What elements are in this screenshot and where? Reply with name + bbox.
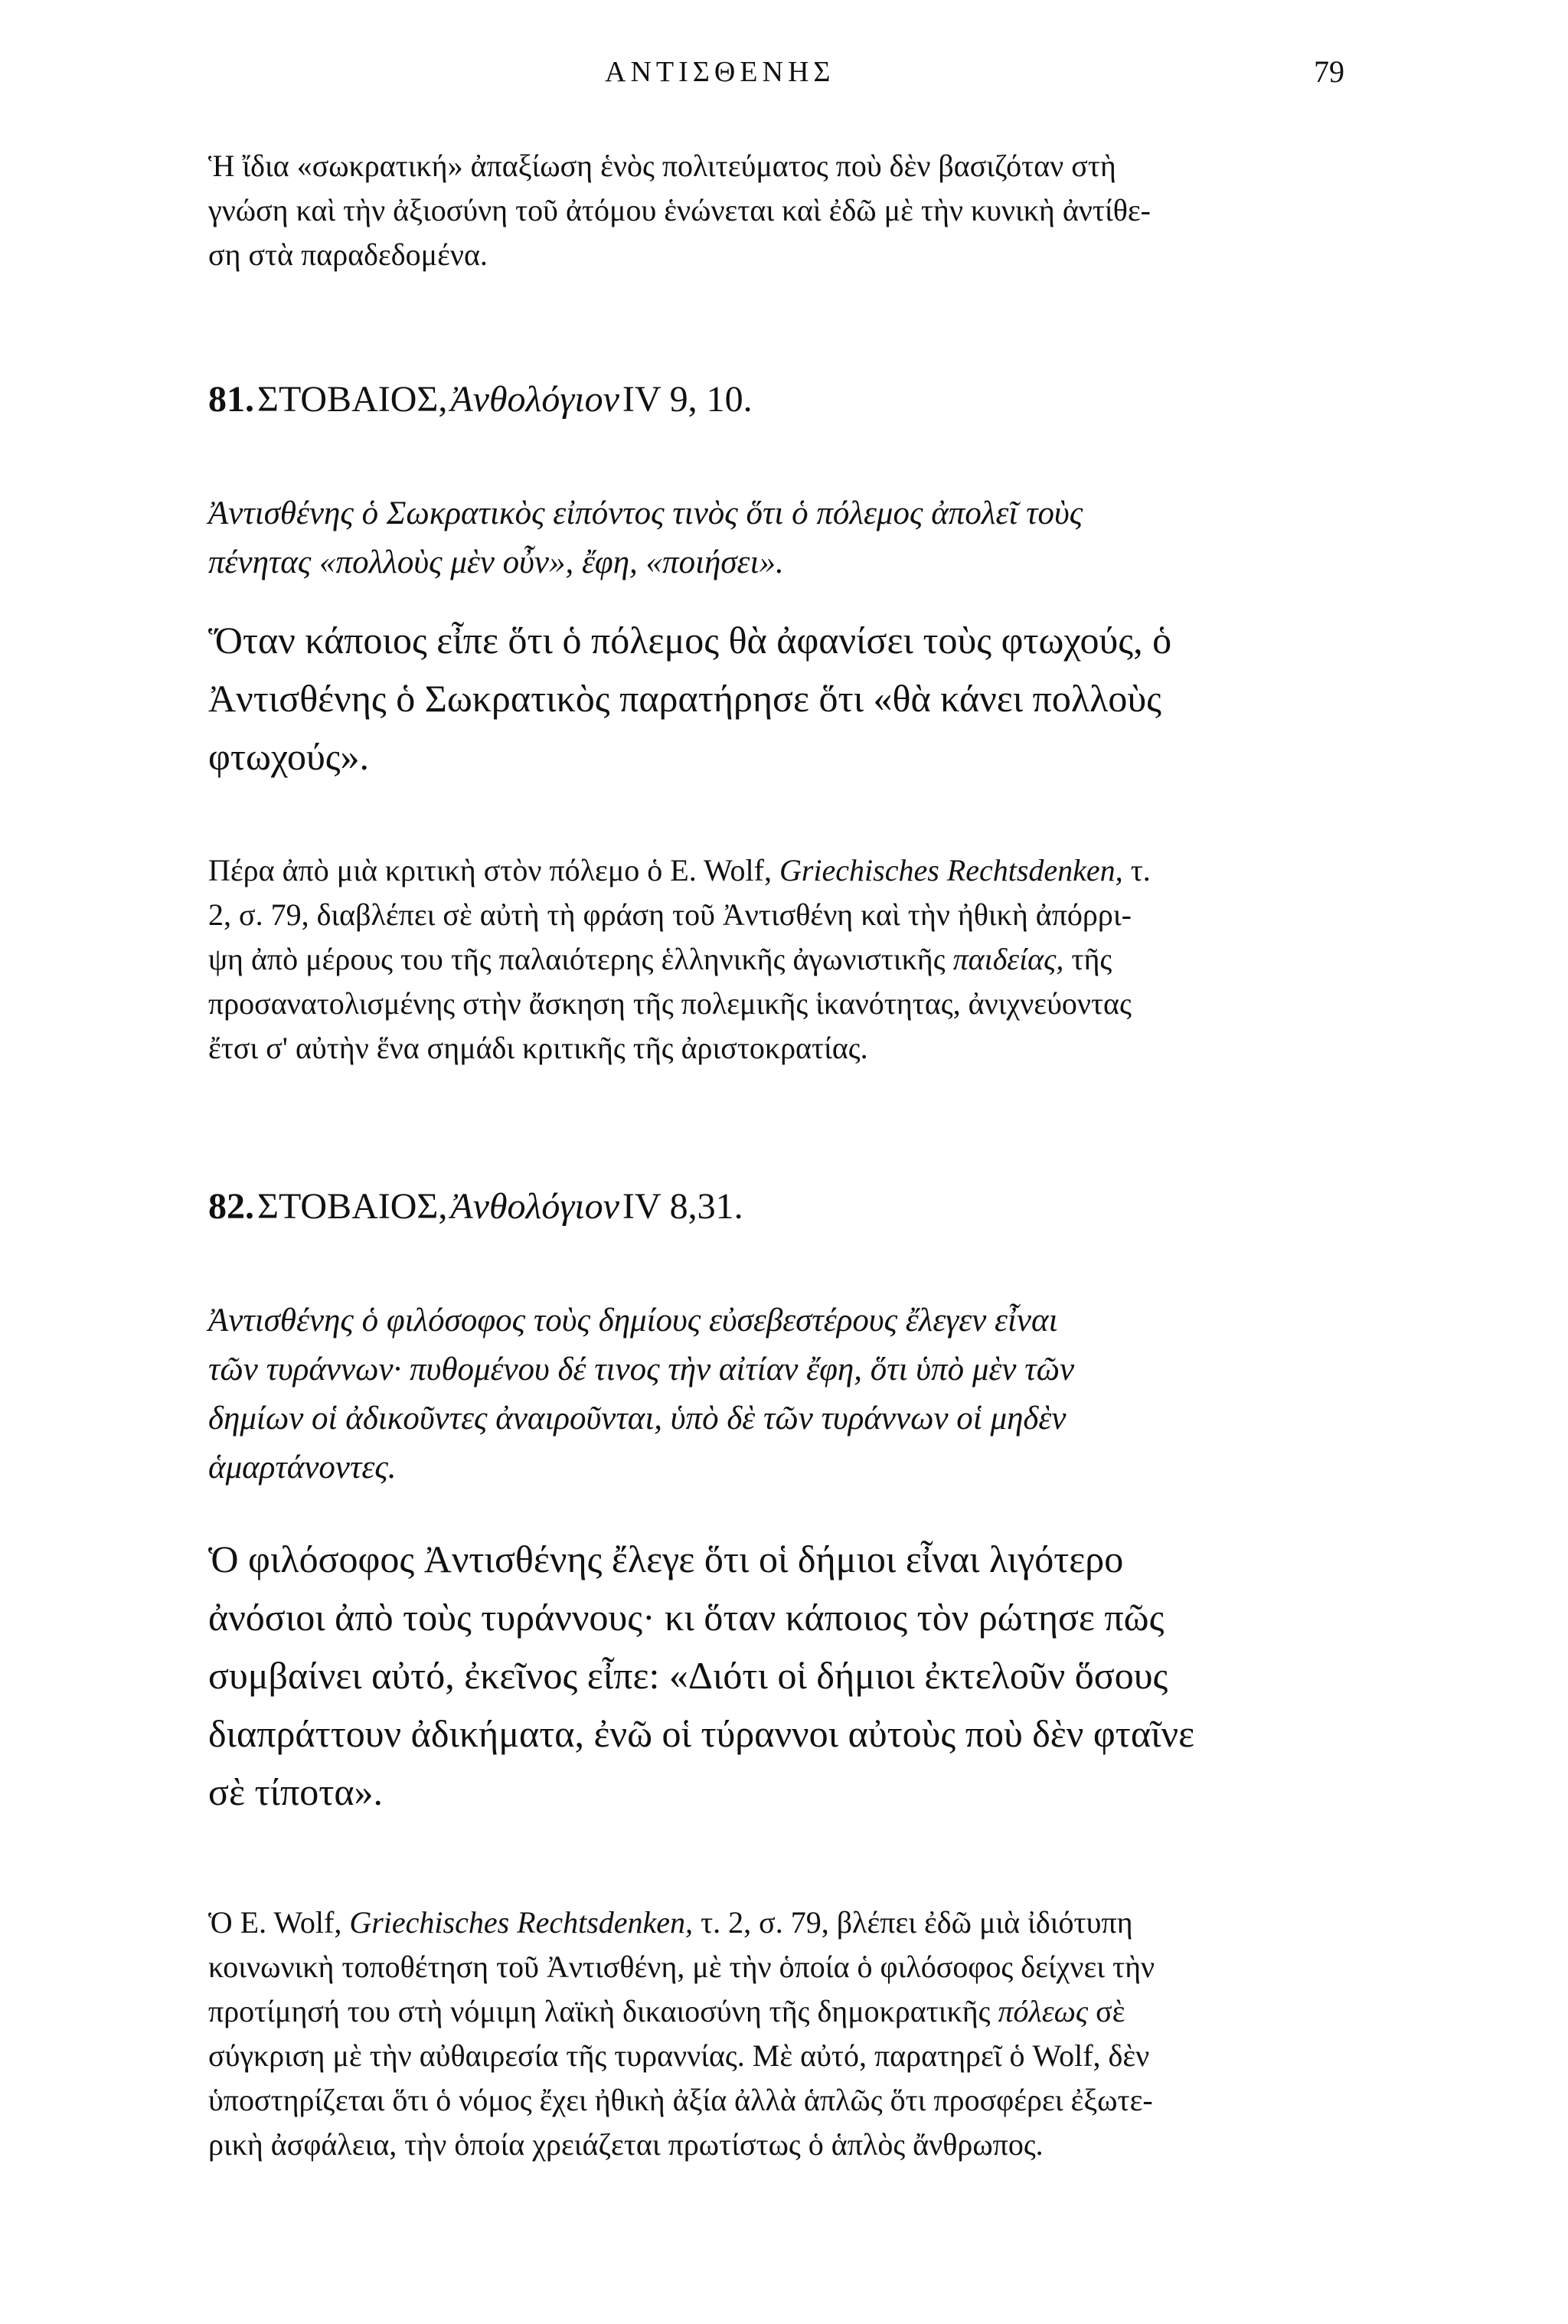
translation-line: Ὁ φιλόσοφος Ἀντισθένης ἔλεγε ὅτι οἱ δήμιοι εἶναι λιγότερο [208,1538,1124,1580]
emphasized-term: παιδείας, [952,942,1064,976]
ancient-text-line: δημίων οἱ ἀδικοῦντες ἀναιροῦνται, ὑπὸ δὲ τῶν τυράννων οἱ μηδὲν [208,1401,1067,1437]
source-reference: IV 8,31. [622,1186,743,1227]
commentary-text: προτίμησή του στὴ νόμιμη λαϊκὴ δικαιοσύνη τῆς δημοκρατικῆς [208,1994,991,2028]
entry-number: 82. [208,1186,254,1227]
commentary-line [208,937,1112,982]
translation-line: διαπράττουν ἀδικήματα, ἐνῶ οἱ τύραννοι αὐτοὺς ποὺ δὲν φταῖνε [208,1712,1195,1755]
commentary-line [208,1901,1133,1945]
intro-line: ση στὰ παραδεδομένα. [208,237,488,272]
source-author: ΣΤΟΒΑΙΟΣ, [257,379,448,420]
ancient-text-line: Ἀντισθένης ὁ Σωκρατικὸς εἰπόντος τινὸς ὅτι ὁ πόλεμος ἀπολεῖ τοὺς [208,495,1083,531]
commentary-line: 2, σ. 79, διαβλέπει σὲ αὐτὴ τὴ φράση τοῦ Ἀντισθένη καὶ τὴν ἠθικὴ ἀπόρρι- [208,897,1132,932]
commentary-text: τ. 2, σ. 79, βλέπει ἐδῶ μιὰ ἰδιότυπη [701,1905,1133,1940]
cited-title: Griechisches Rechtsdenken, [779,853,1123,887]
source-work: Ἀνθολόγιον [450,379,619,420]
commentary-line: ρικὴ ἀσφάλεια, τὴν ὁποία χρειάζεται πρωτίστως ὁ ἁπλὸς ἄνθρωπος. [208,2127,1044,2162]
ancient-text-line: τῶν τυράννων· πυθομένου δέ τινος τὴν αἰτίαν ἔφη, ὅτι ὑπὸ μὲν τῶν [208,1352,1075,1388]
commentary-text: σὲ [1096,1994,1125,2028]
intro-line: γνώση καὶ τὴν ἀξιοσύνη τοῦ ἀτόμου ἑνώνεται καὶ ἐδῶ μὲ τὴν κυνικὴ ἀντίθε- [208,193,1151,227]
translation-line: Ἀντισθένης ὁ Σωκρατικὸς παρατήρησε ὅτι «θὰ κάνει πολλοὺς [208,677,1161,720]
commentary-line: κοινωνικὴ τοποθέτηση τοῦ Ἀντισθένη, μὲ τὴν ὁποία ὁ φιλόσοφος δείχνει τὴν [208,1950,1155,1984]
translation-line: συμβαίνει αὐτό, ἐκεῖνος εἶπε: «Διότι οἱ δήμιοι ἐκτελοῦν ὅσους [208,1654,1168,1697]
source-author: ΣΤΟΒΑΙΟΣ, [257,1186,448,1227]
running-header-title: ΑΝΤΙΣΘΕΝΗΣ [605,56,835,88]
source-work: Ἀνθολόγιον [450,1186,619,1227]
cited-title: Griechisches Rechtsdenken, [349,1905,694,1940]
commentary-text: Ὁ E. Wolf, [208,1905,342,1940]
translation-line: σὲ τίποτα». [208,1770,384,1813]
emphasized-term: πόλεως [998,1994,1089,2028]
ancient-text-line: Ἀντισθένης ὁ φιλόσοφος τοὺς δημίους εὐσεβεστέρους ἔλεγεν εἶναι [208,1303,1058,1339]
commentary-text: ψη ἀπὸ μέρους του τῆς παλαιότερης ἑλληνικῆς ἀγωνιστικῆς [208,942,946,976]
commentary-text: τ. [1130,853,1151,887]
commentary-line: ὑποστηρίζεται ὅτι ὁ νόμος ἔχει ἠθικὴ ἀξία ἀλλὰ ἁπλῶς ὅτι προσφέρει ἐξωτε- [208,2083,1153,2117]
entry-number: 81. [208,379,254,420]
commentary-line: προσανατολισμένης στὴν ἄσκηση τῆς πολεμικῆς ἱκανότητας, ἀνιχνεύοντας [208,986,1132,1021]
ancient-text-line: ἁμαρτάνοντες. [208,1450,397,1486]
commentary-line: σύγκριση μὲ τὴν αὐθαιρεσία τῆς τυραννίας. Μὲ αὐτό, παρατηρεῖ ὁ Wolf, δὲν [208,2038,1150,2073]
commentary-line: ἔτσι σ' αὐτὴν ἕνα σημάδι κριτικῆς τῆς ἀριστοκρατίας. [208,1031,868,1065]
translation-line: Ὅταν κάποιος εἶπε ὅτι ὁ πόλεμος θὰ ἀφανίσει τοὺς φτωχούς, ὁ [208,619,1172,662]
commentary-line [208,848,1151,893]
commentary-line [208,1989,1125,2034]
commentary-text: τῆς [1071,942,1112,976]
page-number: 79 [1314,54,1344,89]
commentary-text: Πέρα ἀπὸ μιὰ κριτικὴ στὸν πόλεμο ὁ E. Wolf, [208,853,772,887]
translation-line: ἀνόσιοι ἀπὸ τοὺς τυράννους· κι ὅταν κάποιος τὸν ρώτησε πῶς [208,1596,1165,1639]
entry-81-heading [208,377,753,423]
ancient-text-line: πένητας «πολλοὺς μὲν οὖν», ἔφη, «ποιήσει». [208,544,784,580]
intro-line: Ἡ ἴδια «σωκρατική» ἀπαξίωση ἑνὸς πολιτεύματος ποὺ δὲν βασιζόταν στὴ [208,149,1116,183]
entry-82-heading [208,1184,743,1230]
translation-line: φτωχούς». [208,735,370,778]
source-reference: IV 9, 10. [622,379,753,420]
